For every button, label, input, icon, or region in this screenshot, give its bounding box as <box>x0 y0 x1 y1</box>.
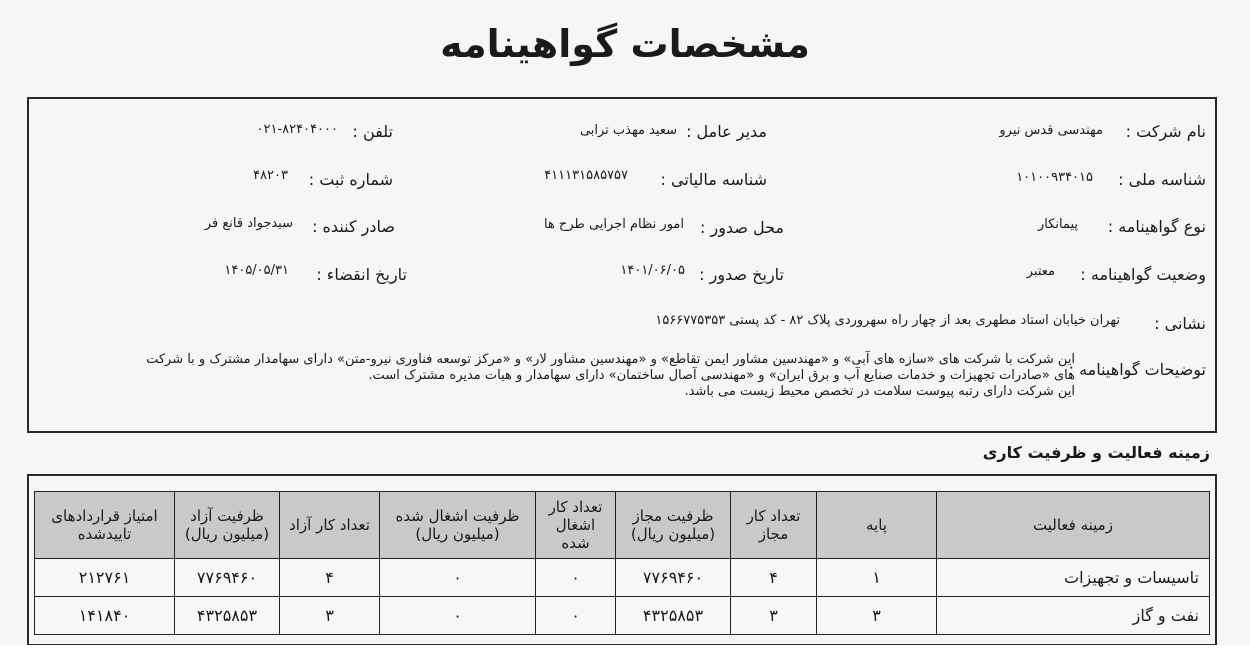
table-cell: ۰ <box>536 559 616 597</box>
issue-date-label: تاریخ صدور : <box>699 265 784 284</box>
national-id-value: ۱۰۱۰۰۹۳۴۰۱۵ <box>1016 170 1093 185</box>
issue-date-value: ۱۴۰۱/۰۶/۰۵ <box>620 263 685 278</box>
header-free-jobs: تعداد کار آزاد <box>280 492 380 559</box>
page-title: مشخصات گواهینامه <box>440 22 810 66</box>
section-title: زمینه فعالیت و ظرفیت کاری <box>982 443 1210 462</box>
tax-id-value: ۴۱۱۱۳۱۵۸۵۷۵۷ <box>544 168 628 183</box>
table-cell: ۰ <box>380 559 536 597</box>
phone-label: تلفن : <box>352 122 393 141</box>
ceo-value: سعید مهذب ترابی <box>579 123 677 138</box>
table-cell: ۰ <box>536 597 616 635</box>
table-cell: ۱ <box>817 559 937 597</box>
expiry-date-value: ۱۴۰۵/۰۵/۳۱ <box>224 263 289 278</box>
table-cell: ۴۳۲۵۸۵۳ <box>616 597 731 635</box>
issuer-value: سیدجواد قانع فر <box>204 216 293 231</box>
table-cell: نفت و گاز <box>937 597 1210 635</box>
activity-capacity-table <box>34 491 1210 635</box>
phone-value: ۰۲۱-۸۲۴۰۴۰۰۰ <box>256 122 338 137</box>
table-cell: تاسیسات و تجهیزات <box>937 559 1210 597</box>
table-cell: ۰ <box>380 597 536 635</box>
ceo-label: مدیر عامل : <box>686 122 767 141</box>
notes-line: این شرکت با شرکت های «سازه های آبی» و «مهندسین مشاور ایمن تقاطع» و «مهندسین مشاور لار» و «مرکز توسعه فناوری نیرو-متن» دارای سهامدار مشترک و با شرکت <box>146 352 1075 367</box>
table-header-row <box>35 492 1210 559</box>
notes-line: این شرکت دارای رتبه پیوست سلامت در تخصص محیط زیست می باشد. <box>684 384 1075 399</box>
registration-number-label: شماره ثبت : <box>308 170 393 189</box>
table-cell: ۷۷۶۹۴۶۰ <box>616 559 731 597</box>
header-grade: پایه <box>817 492 937 559</box>
notes-text <box>85 352 1075 400</box>
national-id-label: شناسه ملی : <box>1118 170 1206 189</box>
certificate-type-label: نوع گواهینامه : <box>1107 217 1206 236</box>
table-row <box>35 597 1210 635</box>
table-cell: ۷۷۶۹۴۶۰ <box>175 559 280 597</box>
header-occupied-jobs: تعداد کار اشغال شده <box>536 492 616 559</box>
header-free-capacity: ظرفیت آزاد (میلیون ریال) <box>175 492 280 559</box>
table-cell: ۴ <box>731 559 817 597</box>
header-occupied-capacity: ظرفیت اشغال شده (میلیون ریال) <box>380 492 536 559</box>
table-row <box>35 559 1210 597</box>
header-allowed-jobs: تعداد کار مجاز <box>731 492 817 559</box>
table-cell: ۱۴۱۸۴۰ <box>35 597 175 635</box>
certificate-status-value: معتبر <box>1026 264 1055 279</box>
page-bottom-margin <box>0 645 1250 672</box>
table-cell: ۲۱۲۷۶۱ <box>35 559 175 597</box>
issue-place-value: امور نظام اجرایی طرح ها <box>543 217 684 232</box>
header-allowed-capacity: ظرفیت مجاز (میلیون ریال) <box>616 492 731 559</box>
issuer-label: صادر کننده : <box>312 217 395 236</box>
registration-number-value: ۴۸۲۰۳ <box>253 168 288 183</box>
table-cell: ۳ <box>280 597 380 635</box>
address-value: تهران خیابان استاد مطهری بعد از چهار راه سهروردی پلاک ۸۲ - کد پستی ۱۵۶۶۷۷۵۳۵۳ <box>655 313 1120 328</box>
table-cell: ۴۳۲۵۸۵۳ <box>175 597 280 635</box>
header-activity-field: زمینه فعالیت <box>937 492 1210 559</box>
table-cell: ۴ <box>280 559 380 597</box>
table-cell: ۳ <box>731 597 817 635</box>
table-cell: ۳ <box>817 597 937 635</box>
tax-id-label: شناسه مالیاتی : <box>660 170 767 189</box>
address-label: نشانی : <box>1154 314 1206 333</box>
issue-place-label: محل صدور : <box>699 218 784 237</box>
notes-label: توضیحات گواهینامه : <box>1068 360 1206 379</box>
certificate-type-value: پیمانکار <box>1037 217 1078 232</box>
notes-line: های «صادرات تجهیزات و خدمات صنایع آب و برق ایران» و «مهندسی آصال ساختمان» دارای سهامدار و هیات مدیره مشترک است. <box>368 368 1075 383</box>
company-name-value: مهندسی قدس نیرو <box>999 123 1103 138</box>
certificate-status-label: وضعیت گواهینامه : <box>1080 265 1206 284</box>
company-name-label: نام شرکت : <box>1125 122 1206 141</box>
header-approved-contracts-score: امتیاز قراردادهای تاییدشده <box>35 492 175 559</box>
expiry-date-label: تاریخ انقضاء : <box>316 265 407 284</box>
